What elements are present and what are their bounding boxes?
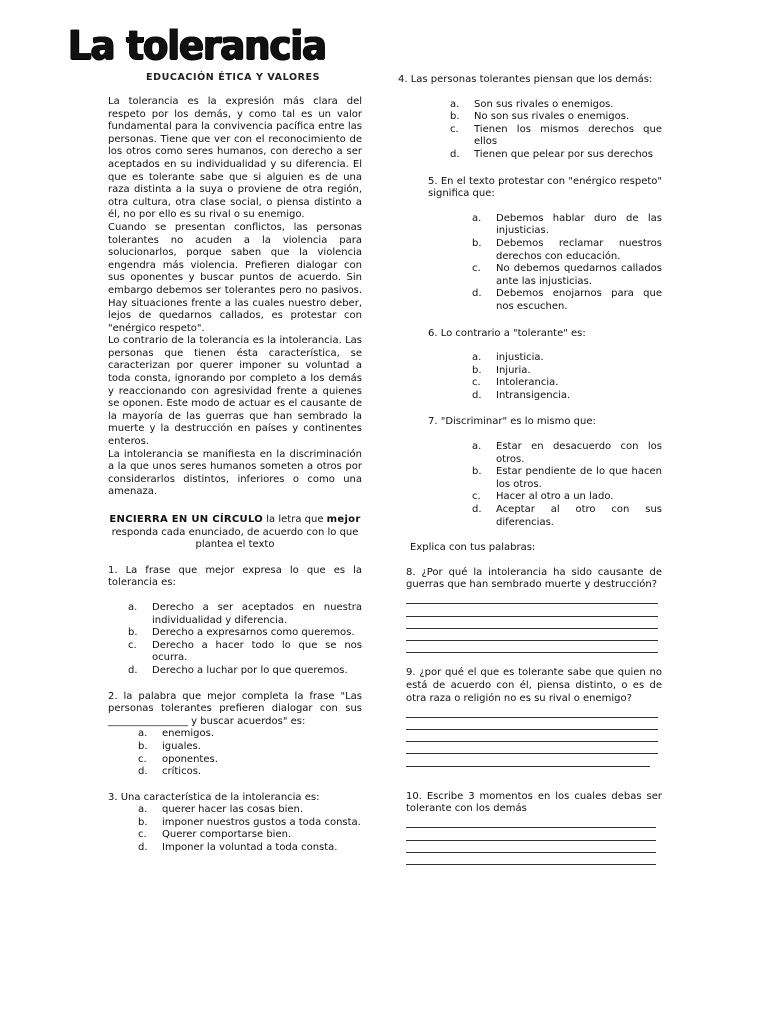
option-text: Derecho a luchar por lo que queremos. [152,664,348,676]
option-text: Derecho a ser aceptados en nuestra individualidad y diferencia. [152,601,362,626]
question-3: 3. Una característica de la intolerancia es: [108,791,320,803]
option[interactable] [472,365,662,378]
option-letter: a. [450,98,460,110]
option[interactable] [472,213,662,238]
option-text: oponentes. [162,753,218,765]
option-text: imponer nuestros gustos a toda consta. [162,816,361,828]
options-list [472,213,662,314]
option-letter: d. [128,664,138,676]
right-column [398,74,662,865]
option-text: Debemos hablar duro de las injusticias. [496,212,662,237]
answer-line[interactable] [406,841,656,853]
option[interactable] [128,640,362,665]
option-letter: d. [472,288,482,300]
question-2: 2. la palabra que mejor completa la frase "Las personas tolerantes prefieren dialogar con sus ________________ y buscar acuerdos" es: [108,690,362,727]
option-text: enemigos. [162,728,215,740]
option-letter: b. [472,364,482,376]
answer-line[interactable] [406,853,656,865]
option-letter: d. [472,389,482,401]
answer-lines-10 [406,816,656,865]
answer-line[interactable] [406,828,656,840]
option[interactable] [472,390,662,403]
option-text: Debemos enojarnos para que nos escuchen. [496,288,662,312]
answer-line[interactable] [406,592,658,604]
option[interactable] [472,238,662,263]
answer-line[interactable] [406,816,656,828]
option-text: injusticia. [496,352,544,364]
option-letter: b. [138,740,148,752]
option-text: Estar en desacuerdo con los otros. [496,441,662,465]
option[interactable] [472,504,662,529]
option-text: Querer comportarse bien. [162,829,292,841]
option[interactable] [472,352,662,365]
option[interactable] [472,288,662,313]
instructions-bold-2: mejor [326,514,361,525]
option[interactable] [450,111,662,124]
option[interactable] [472,466,662,491]
option-letter: c. [472,491,481,503]
left-column [108,96,362,855]
option[interactable] [138,842,362,855]
answer-line[interactable] [406,641,658,653]
option-text: Estar pendiente de lo que hacen los otros. [496,466,662,490]
option[interactable] [128,627,362,640]
option[interactable] [472,377,662,390]
question-7: 7. "Discriminar" es lo mismo que: [428,416,596,428]
options-list [450,99,662,162]
instructions-text-2: responda cada enunciado, de acuerdo con lo que plantea el texto [111,526,359,551]
option-letter: a. [138,728,148,740]
option-text: Imponer la voluntad a toda consta. [162,842,338,854]
option-letter: b. [450,111,460,123]
question-10: 10. Escribe 3 momentos en los cuales debas ser tolerante con los demás [406,790,662,815]
option-letter: d. [138,766,148,778]
options-list [138,804,362,854]
option-text: críticos. [162,766,202,778]
option-text: Intransigencia. [496,389,571,401]
option[interactable] [472,441,662,466]
option-letter: b. [472,237,482,249]
option-text: Aceptar al otro con sus diferencias. [496,504,662,528]
option-letter: c. [128,639,137,651]
option[interactable] [138,741,362,754]
option-text: iguales. [162,740,201,752]
option-letter: a. [472,212,482,224]
answer-lines-9 [406,705,658,766]
question-5: 5. En el texto protestar con "enérgico respeto" significa que: [428,175,662,200]
page-subtitle: EDUCACIÓN ÉTICA Y VALORES [146,72,321,83]
options-list [472,352,662,402]
answer-line[interactable] [406,754,650,766]
question-6: 6. Lo contrario a "tolerante" es: [428,327,586,339]
option-letter: c. [472,263,481,275]
option-text: No son sus rivales o enemigos. [474,111,630,123]
option[interactable] [128,602,362,627]
option-text: querer hacer las cosas bien. [162,804,304,816]
option[interactable] [138,804,362,817]
option-text: Tienen los mismos derechos que ellos [474,123,662,148]
options-list [472,441,662,529]
answer-line[interactable] [406,742,658,754]
option-text: Derecho a hacer todo lo que se nos ocurra. [152,639,362,664]
option-text: No debemos quedarnos callados ante las injusticias. [496,263,662,287]
option-text: Debemos reclamar nuestros derechos con educación. [496,237,662,262]
option-letter: a. [472,352,482,364]
option[interactable] [138,754,362,767]
option-text: Intolerancia. [496,377,559,389]
option-text: Son sus rivales o enemigos. [474,98,614,110]
question-4: 4. Las personas tolerantes piensan que los demás: [398,74,653,85]
option[interactable] [450,124,662,149]
option-letter: d. [472,504,482,516]
option[interactable] [138,728,362,741]
instructions-bold: ENCIERRA EN UN CÍRCULO [109,514,264,525]
question-9: 9. ¿por qué el que es tolerante sabe que quien no está de acuerdo con él, piensa distinto, o es de otra raza o religión no es su rival o enemigo? [406,667,662,704]
explain-heading: Explica con tus palabras: [410,542,536,554]
option-letter: b. [128,627,138,639]
answer-line[interactable] [406,705,658,717]
question-8: 8. ¿Por qué la intolerancia ha sido causante de guerras que han sembrado muerte y destrucción? [406,566,662,591]
reading-paragraph: La tolerancia es la expresión más clara del respeto por los demás, y como tal es un valor fundamental para la convivencia pacífica entre las personas. Tiene que ver con el reconocimiento de los otros como seres humanos, con derecho a ser aceptados en su individualidad y su diferencia. El que es tolerante sabe que si alguien es de una raza distinta a la suya o proviene de otra región, otra cultura, otra clase social, o piensa distinto a él, no por ello es su rival o su enemigo. [108,96,362,221]
option[interactable] [138,766,362,779]
answer-line[interactable] [406,604,658,616]
question-1: 1. La frase que mejor expresa lo que es la tolerancia es: [108,564,362,589]
option[interactable] [138,817,362,830]
option[interactable] [450,99,662,112]
instructions [108,514,362,552]
option-text: Injuria. [496,364,531,376]
options-list [138,728,362,778]
option-letter: c. [138,753,147,765]
option-letter: c. [450,123,459,135]
option[interactable] [450,149,662,162]
option[interactable] [472,491,662,504]
answer-line[interactable] [406,730,658,742]
option-letter: a. [128,601,138,613]
option-letter: a. [138,804,148,816]
answer-line[interactable] [406,718,658,730]
option-letter: c. [138,829,147,841]
option-letter: a. [472,441,482,453]
option[interactable] [138,829,362,842]
options-list [128,602,362,678]
option-letter: b. [472,466,482,478]
option[interactable] [128,665,362,678]
option-letter: d. [450,148,460,160]
reading-paragraph: Lo contrario de la tolerancia es la intolerancia. Las personas que tienen ésta característica, se caracterizan por querer imponer su voluntad a toda consta, ignorando por completo a los demás y reaccionando con agresividad frente a quienes se oponen. Este modo de actuar es el causante de la mayoría de las guerras que han sembrado la muerte y la destrucción en países y continentes enteros. [108,335,362,448]
answer-lines-8 [406,592,658,653]
option-letter: c. [472,377,481,389]
reading-paragraph: Cuando se presentan conflictos, las personas tolerantes no acuden a la violencia para solucionarlos, porque saben que la violencia engendra más violencia. Prefieren dialogar con sus oponentes y buscar puntos de acuerdo. Sin embargo debemos ser tolerantes pero no pasivos. Hay situaciones frente a las cuales nuestro deber, lejos de quedarnos callados, es protestar con "enérgico respeto". [108,221,362,334]
option[interactable] [472,263,662,288]
option-letter: b. [138,816,148,828]
page-title: La tolerancia [68,23,327,69]
option-text: Tienen que pelear por sus derechos [474,148,654,160]
answer-line[interactable] [406,617,658,629]
option-letter: d. [138,842,148,854]
option-text: Hacer al otro a un lado. [496,491,614,503]
instructions-text: la letra que [263,514,327,525]
option-text: Derecho a expresarnos como queremos. [152,627,355,639]
reading-paragraph: La intolerancia se manifiesta en la discriminación a la que unos seres humanos someten a otros por considerarlos distintos, inferiores o como una amenaza. [108,448,362,498]
answer-line[interactable] [406,629,658,641]
